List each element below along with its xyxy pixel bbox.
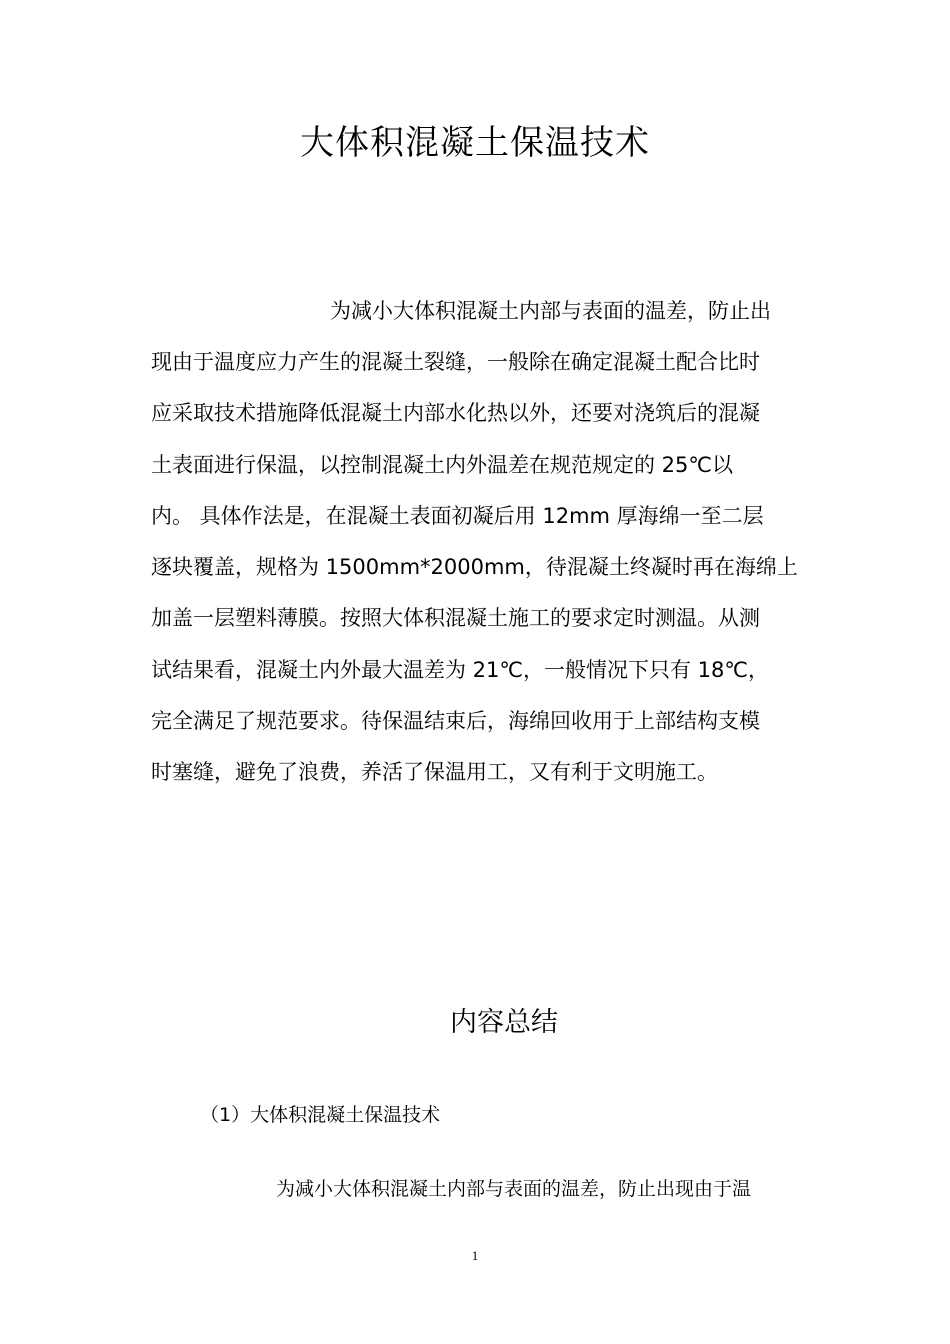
summary-item-label: （1）大体积混凝土保温技术 xyxy=(200,1104,441,1126)
body-line-2: 现由于温度应力产生的混凝土裂缝，一般除在确定混凝土配合比时 xyxy=(151,350,760,374)
body-line-7: 加盖一层塑料薄膜。按照大体积混凝土施工的要求定时测温。从测 xyxy=(151,606,760,630)
body-line-5: 内。 具体作法是，在混凝土表面初凝后用 12mm 厚海绵一至二层 xyxy=(151,504,764,528)
body-line-3: 应采取技术措施降低混凝土内部水化热以外，还要对浇筑后的混凝 xyxy=(151,401,760,425)
body-line-4: 土表面进行保温，以控制混凝土内外温差在规范规定的 25℃以 xyxy=(151,453,733,477)
page-number: 1 xyxy=(471,1248,479,1263)
body-line-1: 为减小大体积混凝土内部与表面的温差，防止出 xyxy=(330,299,771,323)
body-line-6: 逐块覆盖，规格为 1500mm*2000mm，待混凝土终凝时再在海绵上 xyxy=(151,555,798,579)
body-line-9: 完全满足了规范要求。待保温结束后，海绵回收用于上部结构支模 xyxy=(151,709,760,733)
summary-item-text: 为减小大体积混凝土内部与表面的温差，防止出现由于温 xyxy=(276,1178,752,1200)
body-line-8: 试结果看，混凝土内外最大温差为 21℃，一般情况下只有 18℃， xyxy=(151,658,769,682)
document-title: 大体积混凝土保温技术 xyxy=(300,123,650,163)
summary-heading: 内容总结 xyxy=(450,1007,558,1038)
body-line-10: 时塞缝，避免了浪费，养活了保温用工，又有利于文明施工。 xyxy=(151,760,718,784)
